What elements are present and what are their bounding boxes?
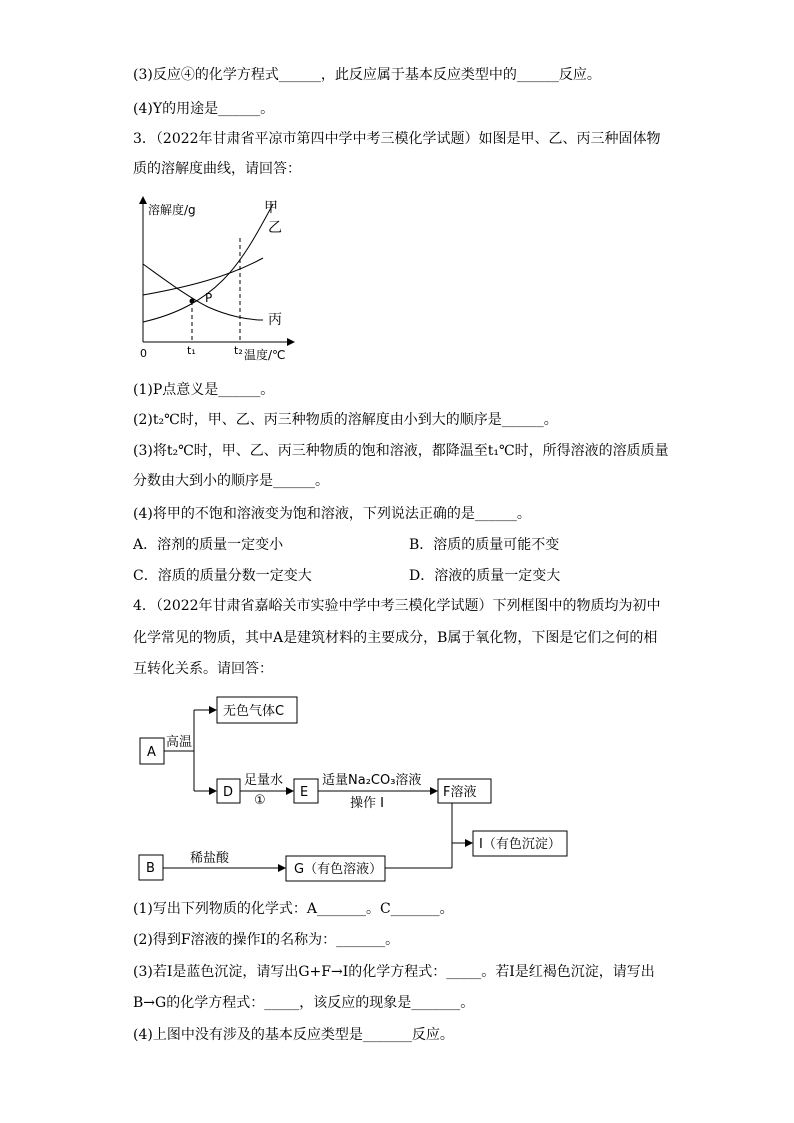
label-hcl: 稀盐酸 — [190, 851, 230, 866]
label-step-1: ① — [254, 793, 266, 808]
q3-sub-3a: (3)将t₂℃时，甲、乙、丙三种物质的饱和溶液，都降温至t₁℃时，所得溶液的溶质质量 — [133, 443, 669, 459]
q4-intro-2: 化学常见的物质，其中A是建筑材料的主要成分，B属于氧化物，下图是它们之何的相 — [133, 630, 658, 646]
q4-intro-3: 互转化关系。请回答： — [133, 661, 273, 677]
box-c-label: 无色气体C — [223, 704, 285, 719]
q3-intro-1: 3．（2022年甘肃省平凉市第四中学中考三模化学试题）如图是甲、乙、丙三种固体物 — [133, 131, 661, 147]
x-axis-label: 温度/℃ — [244, 348, 286, 362]
q3-sub-2: (2)t₂℃时，甲、乙、丙三种物质的溶解度由小到大的顺序是______。 — [133, 412, 558, 428]
label-na2co3: 适量Na₂CO₃溶液 — [322, 773, 422, 788]
q4-sub-3b: B→G的化学方程式：_____，该反应的现象是_______。 — [133, 995, 475, 1011]
box-d-label: D — [223, 785, 234, 800]
point-p — [190, 299, 195, 304]
label-water: 足量水 — [244, 773, 284, 788]
q3-option-a: A．溶剂的质量一定变小 — [133, 537, 284, 553]
box-b-label: B — [146, 861, 155, 876]
box-e-label: E — [300, 785, 309, 800]
q4-sub-4: (4)上图中没有涉及的基本反应类型是_______反应。 — [133, 1027, 454, 1043]
label-operation-1: 操作 I — [350, 796, 384, 811]
q2-line-4: (4)Y的用途是______。 — [133, 101, 275, 117]
series-label-bing: 丙 — [268, 312, 282, 328]
q3-sub-3b: 分数由大到小的顺序是______。 — [133, 473, 329, 489]
series-label-yi: 乙 — [268, 220, 282, 236]
box-a-label: A — [147, 745, 156, 760]
series-label-jia: 甲 — [264, 200, 278, 216]
q4-sub-2: (2)得到F溶液的操作I的名称为：_______。 — [133, 932, 400, 948]
q2-line-3: (3)反应④的化学方程式______，此反应属于基本反应类型中的______反应。 — [133, 67, 601, 83]
conversion-diagram — [130, 690, 580, 890]
q3-option-d: D．溶液的质量一定变大 — [409, 568, 561, 584]
point-p-label: P — [205, 291, 213, 305]
tick-t2: t₂ — [234, 344, 243, 357]
q4-sub-1: (1)写出下列物质的化学式：A_______。C_______。 — [133, 901, 454, 917]
q3-option-c: C．溶质的质量分数一定变大 — [133, 568, 312, 584]
tick-t1: t₁ — [187, 344, 196, 357]
q3-intro-2: 质的溶解度曲线，请回答： — [133, 161, 301, 177]
box-i-label: I（有色沉淀） — [479, 837, 561, 852]
box-f-label: F溶液 — [443, 785, 477, 800]
solubility-chart — [128, 192, 298, 364]
q4-intro-1: 4．（2022年甘肃省嘉峪关市实验中学中考三模化学试题）下列框图中的物质均为初中 — [133, 598, 661, 614]
y-axis-label: 溶解度/g — [148, 203, 196, 217]
label-high-temp: 高温 — [166, 735, 193, 750]
q4-sub-3a: (3)若I是蓝色沉淀，请写出G+F→I的化学方程式：_____。若I是红褐色沉淀，请写出 — [133, 964, 655, 980]
box-g-label: G（有色溶液） — [294, 862, 383, 877]
origin-label: 0 — [140, 347, 147, 360]
q3-option-b: B．溶质的质量可能不变 — [409, 537, 560, 553]
q3-sub-4: (4)将甲的不饱和溶液变为饱和溶液，下列说法正确的是______。 — [133, 506, 531, 522]
q3-sub-1: (1)P点意义是______。 — [133, 382, 275, 398]
